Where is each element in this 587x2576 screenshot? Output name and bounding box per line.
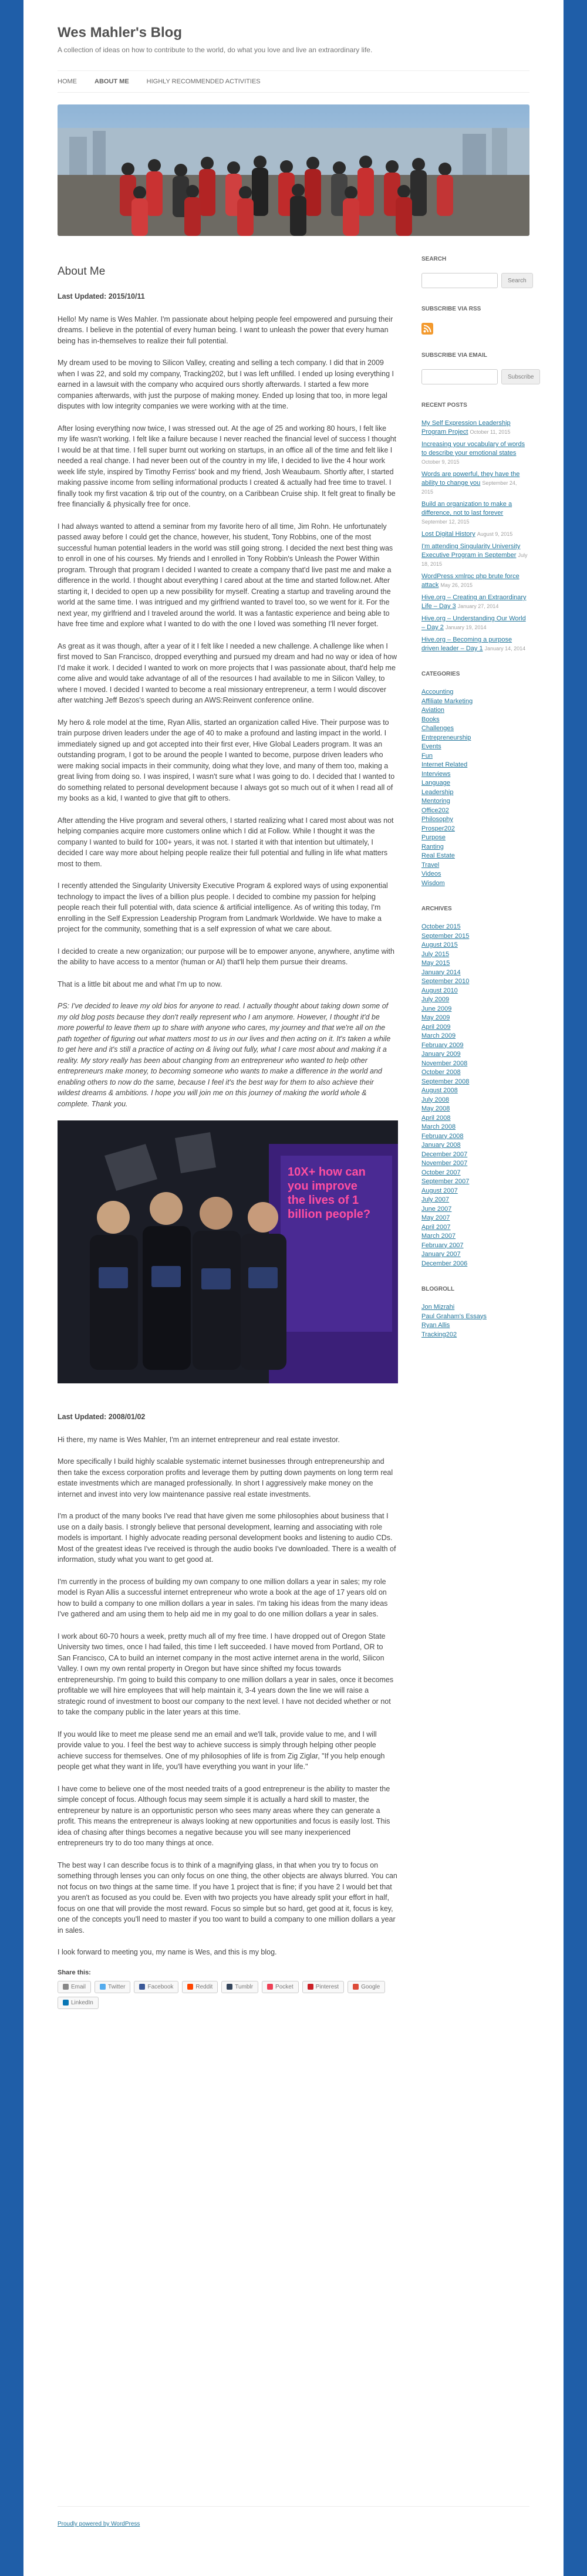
rss-widget-title: SUBSCRIBE VIA RSS bbox=[421, 306, 481, 312]
category-link[interactable]: Language bbox=[421, 779, 450, 786]
bio-paragraph: Hi there, my name is Wes Mahler, I'm an internet entrepreneur and real estate investor. bbox=[58, 1435, 340, 1444]
categories-widget bbox=[421, 671, 529, 888]
sidebar bbox=[421, 256, 534, 2009]
site-footer bbox=[58, 2506, 529, 2527]
list-item bbox=[421, 440, 529, 467]
search-button[interactable]: Search bbox=[501, 273, 533, 288]
list-item bbox=[421, 1086, 529, 1096]
list-item bbox=[421, 734, 529, 743]
category-link[interactable]: Office202 bbox=[421, 806, 449, 814]
last-updated-2015: Last Updated: 2015/10/11 bbox=[58, 292, 145, 301]
list-item bbox=[421, 1078, 529, 1087]
subscribe-button[interactable]: Subscribe bbox=[501, 369, 540, 384]
screen-text: 10X+ how can you improve the lives of 1 billion people? bbox=[288, 1166, 371, 1221]
list-item bbox=[421, 1312, 529, 1322]
bio-paragraph: I'm currently in the process of building my own company to one million dollars a year in sales; my role model is Ryan Allis a successful internet entrepreneur who wrote a book at the age of 17 years old on how to build a company to one million dollars a year in sales. I'm taking his ideas from the many ideas I've gathered and am using them to help aid me in my goal to do one million dollars a year in sales. bbox=[58, 1577, 388, 1618]
site-header bbox=[58, 0, 529, 236]
list-item bbox=[421, 470, 529, 497]
archive-link[interactable]: July 2009 bbox=[421, 996, 450, 1003]
post-date: October 11, 2015 bbox=[470, 429, 511, 435]
share-google-button[interactable] bbox=[348, 1981, 385, 1993]
bio-paragraph: The best way I can describe focus is to think of a magnifying glass, in that when you try to focus on something through lenses you can only focus on one thing, the other objects are always blurred. You can not focus on two things at the same time. If you have 1 project that is fine; if you have 2 I would bet that you aren't as focused as you could be. Even with two projects you have already split your effort in half, focus on one that will provide the most reward. Focus so simple but so hard, get good at it, focus is key, one of the concepts you'll need to master if you too want to build a company to one million dollars a year in sales. bbox=[58, 1861, 397, 1934]
list-item bbox=[421, 688, 529, 697]
rss-widget bbox=[421, 306, 529, 335]
list-item bbox=[421, 1187, 529, 1196]
list-item bbox=[421, 806, 529, 816]
main-layout bbox=[58, 256, 534, 2009]
share-pinterest-button[interactable] bbox=[302, 1981, 344, 1993]
nav-about-me[interactable]: ABOUT ME bbox=[95, 78, 129, 85]
archive-link[interactable]: October 2007 bbox=[421, 1169, 461, 1176]
list-item bbox=[421, 825, 529, 834]
blogroll-widget bbox=[421, 1286, 529, 1339]
list-item bbox=[421, 870, 529, 879]
archive-link[interactable]: January 2008 bbox=[421, 1142, 461, 1149]
archives-title: ARCHIVES bbox=[421, 906, 452, 912]
archive-link[interactable]: May 2008 bbox=[421, 1105, 450, 1112]
pocket-icon bbox=[267, 1984, 273, 1990]
bio-paragraph: I'm a product of the many books I've read that have given me some philosophies about business that I use on a daily basis. I strongly believe that personal development, learning and associating with role models is important. I highly advocate reading personal development books and listening to audio CDs. Most of the greatest ideas I've received is through the audio books I've downloaded. There is a wealth of information, study what you want to get good at. bbox=[58, 1512, 396, 1564]
list-item bbox=[421, 923, 529, 932]
email-widget bbox=[421, 352, 534, 384]
main-nav bbox=[58, 70, 529, 93]
tumblr-icon bbox=[227, 1984, 232, 1990]
group-photo-illustration bbox=[58, 104, 529, 236]
google-icon bbox=[353, 1984, 359, 1990]
list-item bbox=[421, 852, 529, 861]
nav-home[interactable]: HOME bbox=[58, 78, 77, 85]
list-item bbox=[421, 1141, 529, 1150]
list-item bbox=[421, 1132, 529, 1142]
share-label: Reddit bbox=[195, 1983, 213, 1990]
bio-paragraph: More specifically I build highly scalable systematic internet businesses through entrepreneurship and then take the excess corporation profits and leverage them by putting down payments on long term real estate investments which are managed professionally. In short I aggressively make money on the internet and invest into very low maintenance passive real estate investments. bbox=[58, 1457, 393, 1498]
archive-link[interactable]: September 2010 bbox=[421, 978, 470, 985]
post-date: May 26, 2015 bbox=[440, 582, 473, 588]
recent-post-link[interactable]: Hive.org – Becoming a purpose driven leader – Day 1 bbox=[421, 636, 512, 652]
post-date: August 9, 2015 bbox=[477, 531, 513, 537]
archive-link[interactable]: February 2007 bbox=[421, 1241, 464, 1249]
email-field[interactable] bbox=[421, 369, 498, 384]
list-item bbox=[421, 530, 529, 539]
archive-link[interactable]: September 2008 bbox=[421, 1078, 470, 1085]
share-label: Pinterest bbox=[315, 1983, 339, 1990]
list-item bbox=[421, 715, 529, 725]
rss-icon[interactable] bbox=[421, 323, 433, 335]
list-item bbox=[421, 1023, 529, 1032]
category-link[interactable]: Entrepreneurship bbox=[421, 734, 471, 741]
nav-highly-recommended-activities[interactable]: HIGHLY RECOMMENDED ACTIVITIES bbox=[146, 78, 261, 85]
archive-link[interactable]: July 2008 bbox=[421, 1096, 450, 1103]
recent-post-link[interactable]: Build an organization to make a difference, not to last forever bbox=[421, 501, 512, 516]
post-date: July 18, 2015 bbox=[421, 552, 528, 567]
recent-posts-list bbox=[421, 419, 529, 653]
category-link[interactable]: Accounting bbox=[421, 688, 454, 696]
list-item bbox=[421, 932, 529, 941]
recent-posts-widget bbox=[421, 402, 529, 653]
list-item bbox=[421, 1068, 529, 1078]
archive-link[interactable]: February 2008 bbox=[421, 1132, 464, 1140]
list-item bbox=[421, 1005, 529, 1014]
recent-post-link[interactable]: WordPress xmlrpc php brute force attack bbox=[421, 573, 519, 589]
list-item bbox=[421, 1159, 529, 1169]
list-item bbox=[421, 995, 529, 1005]
archive-link[interactable]: May 2007 bbox=[421, 1214, 450, 1221]
bio-paragraph: I work about 60-70 hours a week, pretty much all of my free time. I have dropped out of Oregon State University two times, once I had failed, this time I left succeeded. I have moved from Portland, OR to San Francisco, CA to build an internet company in the most active internet arena in the world, Silicon Valley. I own my own rental property in Oregon but have since shifted my focus towards entrepreneurship. I'm going to build this company to one million dollars a year in sales, once it becomes profitable we will hire employees that will help maintain it, 3-4 years down the line we will raise a strategic round of investment to boost our company to the next level. I have not decided whether or not to take the company public in the later years at this time. bbox=[58, 1632, 394, 1716]
post-date: January 27, 2014 bbox=[457, 603, 499, 609]
archive-link[interactable]: March 2009 bbox=[421, 1032, 456, 1039]
category-link[interactable]: Interviews bbox=[421, 770, 451, 778]
share-email-button[interactable] bbox=[58, 1981, 91, 1993]
recent-post-link[interactable]: Hive.org – Creating an Extraordinary Life – Day 3 bbox=[421, 594, 527, 610]
facebook-icon bbox=[139, 1984, 145, 1990]
reddit-icon bbox=[187, 1984, 193, 1990]
list-item bbox=[421, 706, 529, 715]
bio-paragraph: After attending the Hive program and several others, I started realizing what I cared most about was not helping companies acquire more customers online which I did at Follow. While I thought it was the company I wanted to build for 100+ years, it was not. I started it with that intention but ultimately, I decided I care way more about helping people realize their full potential and fulling in life what matters most to them. bbox=[58, 816, 394, 868]
list-item bbox=[421, 1303, 529, 1312]
bio-paragraph: Hello! My name is Wes Mahler. I'm passionate about helping people feel empowered and pursuing their dreams. I believe in the potential of every human being. I want to unleash the power that every human being has in-themselves to realize their full potential. bbox=[58, 315, 393, 345]
archive-link[interactable]: August 2008 bbox=[421, 1087, 458, 1094]
blogroll-title: BLOGROLL bbox=[421, 1286, 455, 1292]
archive-link[interactable]: August 2007 bbox=[421, 1187, 458, 1194]
bio-paragraph: I have come to believe one of the most needed traits of a good entrepreneur is the ability to master the simple concept of focus. Although focus may seem simple it is actually a hard skill to master, the entrepreneur by nature is an opportunistic person who sees many areas where they can generate a profit. This means the entrepreneur is always looking at new opportunities and focus is easily lost. This idea of chasing after things becomes a negative because you will see many inexperienced entrepreneurs try to do too many things at once. bbox=[58, 1784, 390, 1847]
twitter-icon bbox=[100, 1984, 106, 1990]
share-label: Email bbox=[71, 1983, 86, 1990]
archive-link[interactable]: November 2008 bbox=[421, 1059, 468, 1067]
recent-post-link[interactable]: I'm attending Singularity University Executive Program in September bbox=[421, 543, 521, 559]
share-label: Twitter bbox=[108, 1983, 126, 1990]
archive-link[interactable]: January 2009 bbox=[421, 1051, 461, 1058]
share-label: Google bbox=[361, 1983, 380, 1990]
list-item bbox=[421, 861, 529, 870]
list-item bbox=[421, 833, 529, 843]
archive-link[interactable]: January 2007 bbox=[421, 1251, 461, 1258]
graduation-photo bbox=[58, 1120, 398, 1383]
category-link[interactable]: Ranting bbox=[421, 843, 444, 850]
archive-link[interactable]: September 2007 bbox=[421, 1178, 470, 1185]
category-link[interactable]: Leadership bbox=[421, 788, 454, 796]
archive-link[interactable]: April 2009 bbox=[421, 1023, 451, 1031]
archive-link[interactable]: March 2008 bbox=[421, 1123, 456, 1130]
list-item bbox=[421, 1241, 529, 1251]
list-item bbox=[421, 1105, 529, 1114]
list-item bbox=[421, 1177, 529, 1187]
post-date: September 24, 2015 bbox=[421, 480, 517, 495]
category-link[interactable]: Wisdom bbox=[421, 879, 445, 887]
list-item bbox=[421, 636, 529, 653]
archive-link[interactable]: November 2007 bbox=[421, 1160, 468, 1167]
category-link[interactable]: Events bbox=[421, 743, 441, 750]
list-item bbox=[421, 770, 529, 779]
list-item bbox=[421, 1331, 529, 1340]
category-link[interactable]: Challenges bbox=[421, 725, 454, 732]
category-link[interactable]: Travel bbox=[421, 861, 440, 869]
list-item bbox=[421, 500, 529, 526]
archive-link[interactable]: April 2008 bbox=[421, 1114, 451, 1122]
recent-posts-title: RECENT POSTS bbox=[421, 402, 467, 408]
pinterest-icon bbox=[308, 1984, 313, 1990]
category-link[interactable]: Prosper202 bbox=[421, 825, 455, 832]
categories-title: CATEGORIES bbox=[421, 671, 460, 677]
blogroll-link[interactable]: Ryan Allis bbox=[421, 1322, 450, 1329]
search-widget-title: SEARCH bbox=[421, 256, 447, 262]
list-item bbox=[421, 1114, 529, 1123]
list-item bbox=[421, 761, 529, 770]
list-item bbox=[421, 797, 529, 806]
share-title: Share this: bbox=[58, 1969, 91, 1976]
recent-post-link[interactable]: Hive.org – Understanding Our World – Day 2 bbox=[421, 615, 526, 631]
list-item bbox=[421, 1123, 529, 1132]
recent-post-link[interactable]: Lost Digital History bbox=[421, 531, 475, 538]
archive-link[interactable]: December 2006 bbox=[421, 1260, 468, 1267]
category-link[interactable]: Philosophy bbox=[421, 816, 453, 823]
list-item bbox=[421, 1205, 529, 1214]
archive-link[interactable]: October 2015 bbox=[421, 923, 461, 930]
bio-paragraph: If you would like to meet me please send me an email and we'll talk, provide value to me, and I will provide value to you. I feel the best way to achieve success is simply through helping other people achieve success for themselves. One of my philosophies of life is from Zig Ziglar, "If you help enough people get what they want in life, you'll have everything you want in your life." bbox=[58, 1730, 385, 1771]
archive-link[interactable]: March 2007 bbox=[421, 1233, 456, 1240]
share-label: Facebook bbox=[147, 1983, 174, 1990]
list-item bbox=[421, 879, 529, 889]
blogroll-link[interactable]: Tracking202 bbox=[421, 1331, 457, 1338]
recent-post-link[interactable]: Increasing your vocabulary of words to describe your emotional states bbox=[421, 441, 525, 457]
list-item bbox=[421, 752, 529, 761]
powered-by-link[interactable]: Proudly powered by WordPress bbox=[58, 2521, 140, 2527]
list-item bbox=[421, 1214, 529, 1223]
list-item bbox=[421, 1260, 529, 1269]
archive-link[interactable]: August 2015 bbox=[421, 941, 458, 948]
list-item bbox=[421, 950, 529, 960]
list-item bbox=[421, 1014, 529, 1023]
archive-link[interactable]: June 2009 bbox=[421, 1005, 452, 1012]
list-item bbox=[421, 843, 529, 852]
list-item bbox=[421, 987, 529, 996]
category-link[interactable]: Books bbox=[421, 715, 440, 723]
list-item bbox=[421, 1050, 529, 1059]
category-link[interactable]: Mentoring bbox=[421, 798, 450, 805]
site-title[interactable]: Wes Mahler's Blog bbox=[58, 25, 182, 40]
archive-link[interactable]: January 2014 bbox=[421, 968, 461, 976]
share-pocket-button[interactable] bbox=[262, 1981, 299, 1993]
list-item bbox=[421, 788, 529, 798]
bio-paragraph: I decided to create a new organization; our purpose will be to empower anyone, anywhere, anytime with the ability to have access to a mentor (human or AI) that'll help them pursue their dreams. bbox=[58, 947, 394, 966]
list-item bbox=[421, 815, 529, 825]
last-updated-2008: Last Updated: 2008/01/02 bbox=[58, 1413, 146, 1421]
list-item bbox=[421, 542, 529, 569]
archive-link[interactable]: July 2007 bbox=[421, 1196, 450, 1203]
category-link[interactable]: Videos bbox=[421, 870, 441, 877]
list-item bbox=[421, 1059, 529, 1069]
list-item bbox=[421, 779, 529, 788]
archive-link[interactable]: May 2015 bbox=[421, 960, 450, 967]
bio-paragraph: That is a little bit about me and what I'm up to now. bbox=[58, 980, 222, 988]
category-link[interactable]: Internet Related bbox=[421, 761, 468, 768]
bio-paragraph: I look forward to meeting you, my name is Wes, and this is my blog. bbox=[58, 1948, 277, 1956]
share-label: Pocket bbox=[275, 1983, 294, 1990]
category-link[interactable]: Fun bbox=[421, 752, 433, 759]
list-item bbox=[421, 724, 529, 734]
list-item bbox=[421, 697, 529, 707]
list-item bbox=[421, 1096, 529, 1105]
list-item bbox=[421, 968, 529, 978]
page-container bbox=[23, 0, 564, 2576]
archive-link[interactable]: May 2009 bbox=[421, 1014, 450, 1021]
list-item bbox=[421, 572, 529, 590]
archive-link[interactable]: July 2015 bbox=[421, 950, 450, 958]
share-tumblr-button[interactable] bbox=[221, 1981, 258, 1993]
list-item bbox=[421, 1196, 529, 1205]
list-item bbox=[421, 1223, 529, 1233]
category-link[interactable]: Affiliate Marketing bbox=[421, 697, 473, 705]
list-item bbox=[421, 1032, 529, 1041]
list-item bbox=[421, 941, 529, 950]
list-item bbox=[421, 1169, 529, 1178]
share-buttons bbox=[58, 1981, 398, 2009]
archive-link[interactable]: June 2007 bbox=[421, 1205, 452, 1213]
share-label: Tumblr bbox=[235, 1983, 254, 1990]
header-banner-image bbox=[58, 104, 529, 236]
post-date: January 14, 2014 bbox=[484, 646, 526, 651]
archive-link[interactable]: August 2010 bbox=[421, 987, 458, 994]
archive-link[interactable]: December 2007 bbox=[421, 1150, 468, 1158]
ps-note: PS: I've decided to leave my old bios for anyone to read. I actually thought about taking down some of my old blog posts because they don't really represent who I am anymore. However, I thought it'd be more powerful to leave them up to share with anyone who cares, my journey and that we're all on the path together of figuring out what matters most to us in our lives and then acting on it. It's taken a while to get here and it's still a practice of acting on & living out fully, what I care most about and making it a reality. My story really has been about changing from an entrepreneur who wanted to help other entrepreneurs make money, to becoming someone who wants to make a difference in the world and enabling others to now do the same, because I feel it's the best way for them to also achieve their wildest dreams & ambitions. I hope you will join me on this journey of making the world whole & complete. Thank you. bbox=[58, 1002, 391, 1108]
bio-paragraph: As great as it was though, after a year of it I felt like I needed a new challenge. A challenge like when I first moved to San Francisco, dropped everything and pursued my dream and had no way or idea of how I'd make it work. I decided I wanted to work on more projects that I was passionate about, that'd help me come alive and would take advantage of all of the resources I had available to me in Silicon Valley, to where I moved. I decided I wanted to become a real missionary entrepreneur, a term I would discover after watching Jeff Bezos's speech during an AWS:Reinvent conference online. bbox=[58, 642, 397, 704]
bio-paragraph: My dream used to be moving to Silicon Valley, creating and selling a tech company. I did that in 2009 when I was 22, and sold my company, Tracking202, but I was left unfilled. I ended up losing everything I earned in a lawsuit with the company who acquired ours shortly afterwards. I started a few more companies afterwards, with just the purpose of making money. Ended up losing that too, in more legal disputes with low integrity companies we were working with at the time. bbox=[58, 359, 394, 410]
linkedin-icon bbox=[63, 2000, 69, 2006]
blogroll-link[interactable]: Paul Graham's Essays bbox=[421, 1312, 487, 1320]
blogroll-list bbox=[421, 1303, 529, 1339]
archive-link[interactable]: October 2008 bbox=[421, 1069, 461, 1076]
archives-list bbox=[421, 923, 529, 1268]
list-item bbox=[421, 615, 529, 632]
list-item bbox=[421, 1321, 529, 1331]
photo-illustration bbox=[58, 1120, 398, 1383]
list-item bbox=[421, 977, 529, 987]
category-link[interactable]: Aviation bbox=[421, 707, 444, 714]
blogroll-link[interactable]: Jon Mizrahi bbox=[421, 1304, 455, 1311]
archive-link[interactable]: February 2009 bbox=[421, 1041, 464, 1049]
categories-list bbox=[421, 688, 529, 888]
share-reddit-button[interactable] bbox=[182, 1981, 218, 1993]
post-date: January 19, 2014 bbox=[445, 624, 487, 630]
list-item bbox=[421, 1232, 529, 1241]
email-widget-title: SUBSCRIBE VIA EMAIL bbox=[421, 352, 487, 359]
bio-paragraph: I had always wanted to attend a seminar from my favorite hero of all time, Jim Rohn. He unfortunately passed away before I could get the chance, however, his student, Tony Robbins, one of the most successful human potential leaders in the world was still going strong. I decided the next best thing was to enroll in one of his courses. My friends and I enrolled in Tony Robbin's Unleash the Power Within program. Through that program I decided I wanted to create a company that'd live past me and make a difference in the world. I thought about everything I cared about at the time and started follow.net. After starting it, I decided to open up a new possibility for myself. Creating a startup and traveling around the world at the same time. I was intrigued and my girlfriend wanted to travel too, so we went for it. For the next year, my girlfriend and I traveled around the world. It was a fantastic experience and being able to have free time and explore what I wanted to do with the one I loved was something I'll never forget. bbox=[58, 522, 393, 628]
share-twitter-button[interactable] bbox=[95, 1981, 130, 1993]
bio-paragraph: My hero & role model at the time, Ryan Allis, started an organization called Hive. Their purpose was to train purpose driven leaders under the age of 40 to make a profound and lasting impact in the world. I immediately signed up and got accepted into their first ever, Hive Global Leaders program. It was an outstanding program, I got to be around the people I wanted to become, purpose driven leaders who were making social impacts in their community, doing what they love, and many of them too, making a great living from doing so. I was inspired, I wasn't sure what I was going to do. I decided that I wanted to do something related to personal development because I always got so much out of it when I read all of my books as a kid, I wanted to give that gift to others. bbox=[58, 718, 395, 802]
share-facebook-button[interactable] bbox=[134, 1981, 178, 1993]
category-link[interactable]: Purpose bbox=[421, 834, 446, 841]
recent-post-link[interactable]: Words are powerful, they have the ability to change you bbox=[421, 471, 520, 487]
email-icon bbox=[63, 1984, 69, 1990]
list-item bbox=[421, 419, 529, 437]
share-linkedin-button[interactable] bbox=[58, 1997, 99, 2009]
list-item bbox=[421, 742, 529, 752]
page-title: About Me bbox=[58, 265, 106, 278]
main-content bbox=[58, 256, 398, 2009]
list-item bbox=[421, 1250, 529, 1260]
list-item bbox=[421, 593, 529, 611]
search-widget bbox=[421, 256, 529, 288]
archive-link[interactable]: April 2007 bbox=[421, 1223, 451, 1231]
post-date: October 9, 2015 bbox=[421, 459, 460, 465]
list-item bbox=[421, 1041, 529, 1051]
share-label: LinkedIn bbox=[71, 1999, 93, 2006]
bio-paragraph: After losing everything now twice, I was stressed out. At the age of 25 and working 80 hours, I felt like my life wasn't working. I felt like a failure because I never reached the financial level of success I thought I would be at that time. I fell super burnt out working on startups, in an office all of the time and felt like I needed a real change. I had never been out of the country in my life, I decided to live the 4 hour work week life style, inspired by Timothy Ferriss' book and my friend, Josh Weaubaum. Shortly after, I started making passive income from selling informational products I created & actually had free time to travel. I finally took my first vacation & trip out of the country, on a Caribbean Cruise ship. It felt great to finally be free financially & physically free for once. bbox=[58, 424, 396, 508]
list-item bbox=[421, 1150, 529, 1160]
archives-widget bbox=[421, 906, 529, 1268]
post-date: September 12, 2015 bbox=[421, 519, 470, 525]
list-item bbox=[421, 959, 529, 968]
search-input[interactable] bbox=[421, 273, 498, 288]
archive-link[interactable]: September 2015 bbox=[421, 932, 470, 940]
recent-post-link[interactable]: My Self Expression Leadership Program Project bbox=[421, 420, 511, 435]
category-link[interactable]: Real Estate bbox=[421, 852, 455, 859]
bio-paragraph: I recently attended the Singularity University Executive Program & explored ways of using exponential technology to impact the lives of a billion plus people. I decided to combine my passion for helping people reach their full potential with, data science & artificial intelligence. As of writing this today, I'm enrolling in the Self Expression Leadership Program from Landmark Worldwide. We have to make a project for the community, something that is a self expression of what we care about. bbox=[58, 882, 388, 933]
site-description: A collection of ideas on how to contribute to the world, do what you love and live an extraordinary life. bbox=[58, 46, 373, 54]
